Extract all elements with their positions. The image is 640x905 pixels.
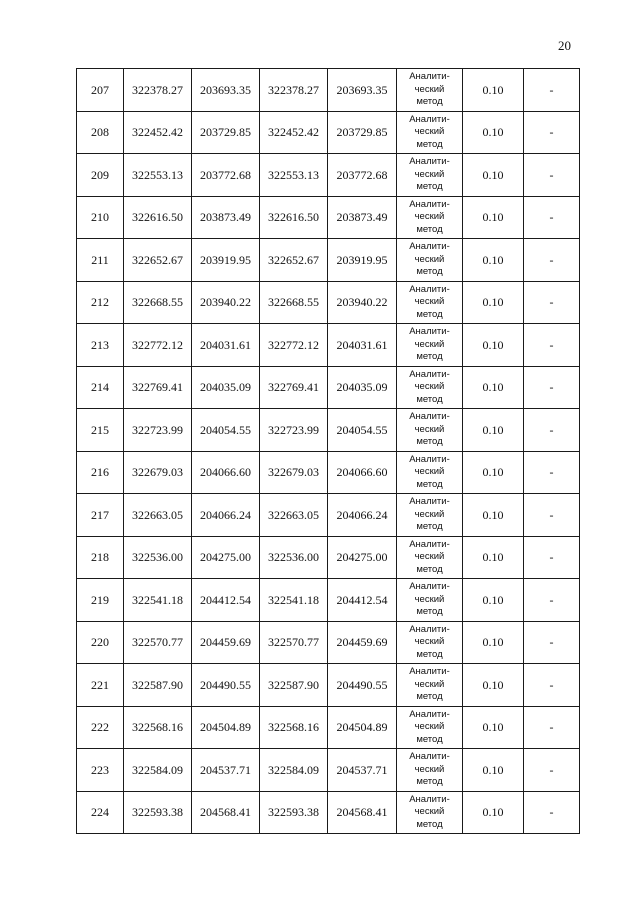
y-coordinate-cell: 204490.55: [328, 664, 397, 707]
x-coordinate-cell: 322584.09: [124, 749, 192, 792]
accuracy-cell: 0.10: [463, 451, 524, 494]
note-cell: -: [524, 664, 580, 707]
x-coordinate-cell: 322553.13: [260, 154, 328, 197]
accuracy-cell: 0.10: [463, 154, 524, 197]
y-coordinate-cell: 204537.71: [192, 749, 260, 792]
table-row: [77, 281, 580, 324]
accuracy-cell: 0.10: [463, 239, 524, 282]
note-cell: -: [524, 324, 580, 367]
y-coordinate-cell: 204031.61: [328, 324, 397, 367]
y-coordinate-cell: 204412.54: [328, 579, 397, 622]
accuracy-cell: 0.10: [463, 536, 524, 579]
note-cell: -: [524, 536, 580, 579]
x-coordinate-cell: 322553.13: [124, 154, 192, 197]
note-cell: -: [524, 239, 580, 282]
table-body: [77, 69, 580, 834]
x-coordinate-cell: 322570.77: [124, 621, 192, 664]
point-number-cell: 216: [77, 451, 124, 494]
x-coordinate-cell: 322378.27: [124, 69, 192, 112]
x-coordinate-cell: 322616.50: [260, 196, 328, 239]
accuracy-cell: 0.10: [463, 409, 524, 452]
x-coordinate-cell: 322679.03: [124, 451, 192, 494]
x-coordinate-cell: 322541.18: [124, 579, 192, 622]
page-number: 20: [558, 38, 571, 53]
point-number-cell: 219: [77, 579, 124, 622]
x-coordinate-cell: 322679.03: [260, 451, 328, 494]
x-coordinate-cell: 322378.27: [260, 69, 328, 112]
note-cell: -: [524, 154, 580, 197]
method-cell: Аналити- ческий метод: [397, 154, 463, 197]
accuracy-cell: 0.10: [463, 494, 524, 537]
point-number-cell: 211: [77, 239, 124, 282]
y-coordinate-cell: 204459.69: [328, 621, 397, 664]
y-coordinate-cell: 203940.22: [192, 281, 260, 324]
accuracy-cell: 0.10: [463, 579, 524, 622]
method-cell: Аналити- ческий метод: [397, 579, 463, 622]
note-cell: -: [524, 579, 580, 622]
x-coordinate-cell: 322587.90: [124, 664, 192, 707]
x-coordinate-cell: 322769.41: [260, 366, 328, 409]
note-cell: -: [524, 69, 580, 112]
y-coordinate-cell: 203940.22: [328, 281, 397, 324]
y-coordinate-cell: 204490.55: [192, 664, 260, 707]
accuracy-cell: 0.10: [463, 366, 524, 409]
x-coordinate-cell: 322668.55: [260, 281, 328, 324]
table-row: [77, 154, 580, 197]
y-coordinate-cell: 204504.89: [328, 706, 397, 749]
y-coordinate-cell: 203729.85: [192, 111, 260, 154]
point-number-cell: 212: [77, 281, 124, 324]
y-coordinate-cell: 204568.41: [192, 791, 260, 834]
accuracy-cell: 0.10: [463, 706, 524, 749]
y-coordinate-cell: 204275.00: [192, 536, 260, 579]
x-coordinate-cell: 322769.41: [124, 366, 192, 409]
note-cell: -: [524, 366, 580, 409]
table-row: [77, 664, 580, 707]
accuracy-cell: 0.10: [463, 621, 524, 664]
y-coordinate-cell: 204568.41: [328, 791, 397, 834]
table-row: [77, 324, 580, 367]
x-coordinate-cell: 322593.38: [260, 791, 328, 834]
method-cell: Аналити- ческий метод: [397, 706, 463, 749]
point-number-cell: 223: [77, 749, 124, 792]
note-cell: -: [524, 749, 580, 792]
y-coordinate-cell: 204459.69: [192, 621, 260, 664]
method-cell: Аналити- ческий метод: [397, 196, 463, 239]
y-coordinate-cell: 203772.68: [192, 154, 260, 197]
y-coordinate-cell: 203693.35: [192, 69, 260, 112]
y-coordinate-cell: 204035.09: [192, 366, 260, 409]
method-cell: Аналити- ческий метод: [397, 494, 463, 537]
x-coordinate-cell: 322723.99: [124, 409, 192, 452]
table-row: [77, 196, 580, 239]
note-cell: -: [524, 196, 580, 239]
x-coordinate-cell: 322587.90: [260, 664, 328, 707]
table-row: [77, 451, 580, 494]
point-number-cell: 214: [77, 366, 124, 409]
y-coordinate-cell: 204504.89: [192, 706, 260, 749]
x-coordinate-cell: 322536.00: [260, 536, 328, 579]
x-coordinate-cell: 322772.12: [124, 324, 192, 367]
method-cell: Аналити- ческий метод: [397, 791, 463, 834]
accuracy-cell: 0.10: [463, 196, 524, 239]
x-coordinate-cell: 322568.16: [260, 706, 328, 749]
table-row: [77, 579, 580, 622]
y-coordinate-cell: 204054.55: [192, 409, 260, 452]
y-coordinate-cell: 203873.49: [328, 196, 397, 239]
point-number-cell: 208: [77, 111, 124, 154]
x-coordinate-cell: 322536.00: [124, 536, 192, 579]
x-coordinate-cell: 322772.12: [260, 324, 328, 367]
method-cell: Аналити- ческий метод: [397, 281, 463, 324]
y-coordinate-cell: 204054.55: [328, 409, 397, 452]
point-number-cell: 222: [77, 706, 124, 749]
method-cell: Аналити- ческий метод: [397, 451, 463, 494]
note-cell: -: [524, 621, 580, 664]
accuracy-cell: 0.10: [463, 791, 524, 834]
y-coordinate-cell: 204066.24: [192, 494, 260, 537]
point-number-cell: 213: [77, 324, 124, 367]
x-coordinate-cell: 322452.42: [124, 111, 192, 154]
accuracy-cell: 0.10: [463, 111, 524, 154]
method-cell: Аналити- ческий метод: [397, 621, 463, 664]
y-coordinate-cell: 204035.09: [328, 366, 397, 409]
x-coordinate-cell: 322663.05: [124, 494, 192, 537]
accuracy-cell: 0.10: [463, 281, 524, 324]
note-cell: -: [524, 111, 580, 154]
y-coordinate-cell: 204537.71: [328, 749, 397, 792]
point-number-cell: 221: [77, 664, 124, 707]
table-row: [77, 749, 580, 792]
table-row: [77, 621, 580, 664]
x-coordinate-cell: 322652.67: [260, 239, 328, 282]
x-coordinate-cell: 322584.09: [260, 749, 328, 792]
point-number-cell: 207: [77, 69, 124, 112]
y-coordinate-cell: 203873.49: [192, 196, 260, 239]
method-cell: Аналити- ческий метод: [397, 749, 463, 792]
point-number-cell: 210: [77, 196, 124, 239]
x-coordinate-cell: 322663.05: [260, 494, 328, 537]
y-coordinate-cell: 204031.61: [192, 324, 260, 367]
x-coordinate-cell: 322668.55: [124, 281, 192, 324]
method-cell: Аналити- ческий метод: [397, 324, 463, 367]
x-coordinate-cell: 322452.42: [260, 111, 328, 154]
y-coordinate-cell: 203919.95: [328, 239, 397, 282]
method-cell: Аналити- ческий метод: [397, 69, 463, 112]
x-coordinate-cell: 322652.67: [124, 239, 192, 282]
method-cell: Аналити- ческий метод: [397, 664, 463, 707]
y-coordinate-cell: 204066.24: [328, 494, 397, 537]
x-coordinate-cell: 322723.99: [260, 409, 328, 452]
y-coordinate-cell: 203693.35: [328, 69, 397, 112]
method-cell: Аналити- ческий метод: [397, 111, 463, 154]
note-cell: -: [524, 281, 580, 324]
table-row: [77, 409, 580, 452]
point-number-cell: 224: [77, 791, 124, 834]
accuracy-cell: 0.10: [463, 69, 524, 112]
y-coordinate-cell: 203772.68: [328, 154, 397, 197]
point-number-cell: 218: [77, 536, 124, 579]
table-row: [77, 366, 580, 409]
table-row: [77, 536, 580, 579]
y-coordinate-cell: 204066.60: [328, 451, 397, 494]
table-row: [77, 69, 580, 112]
x-coordinate-cell: 322593.38: [124, 791, 192, 834]
method-cell: Аналити- ческий метод: [397, 239, 463, 282]
x-coordinate-cell: 322570.77: [260, 621, 328, 664]
point-number-cell: 215: [77, 409, 124, 452]
table-row: [77, 111, 580, 154]
point-number-cell: 220: [77, 621, 124, 664]
y-coordinate-cell: 203729.85: [328, 111, 397, 154]
method-cell: Аналити- ческий метод: [397, 409, 463, 452]
coordinates-table: [76, 68, 580, 834]
point-number-cell: 217: [77, 494, 124, 537]
accuracy-cell: 0.10: [463, 324, 524, 367]
x-coordinate-cell: 322616.50: [124, 196, 192, 239]
y-coordinate-cell: 204275.00: [328, 536, 397, 579]
y-coordinate-cell: 204066.60: [192, 451, 260, 494]
table-row: [77, 791, 580, 834]
note-cell: -: [524, 451, 580, 494]
table-row: [77, 706, 580, 749]
note-cell: -: [524, 409, 580, 452]
table-row: [77, 239, 580, 282]
note-cell: -: [524, 494, 580, 537]
note-cell: -: [524, 791, 580, 834]
y-coordinate-cell: 204412.54: [192, 579, 260, 622]
note-cell: -: [524, 706, 580, 749]
point-number-cell: 209: [77, 154, 124, 197]
x-coordinate-cell: 322541.18: [260, 579, 328, 622]
accuracy-cell: 0.10: [463, 749, 524, 792]
accuracy-cell: 0.10: [463, 664, 524, 707]
method-cell: Аналити- ческий метод: [397, 366, 463, 409]
y-coordinate-cell: 203919.95: [192, 239, 260, 282]
method-cell: Аналити- ческий метод: [397, 536, 463, 579]
table-row: [77, 494, 580, 537]
x-coordinate-cell: 322568.16: [124, 706, 192, 749]
